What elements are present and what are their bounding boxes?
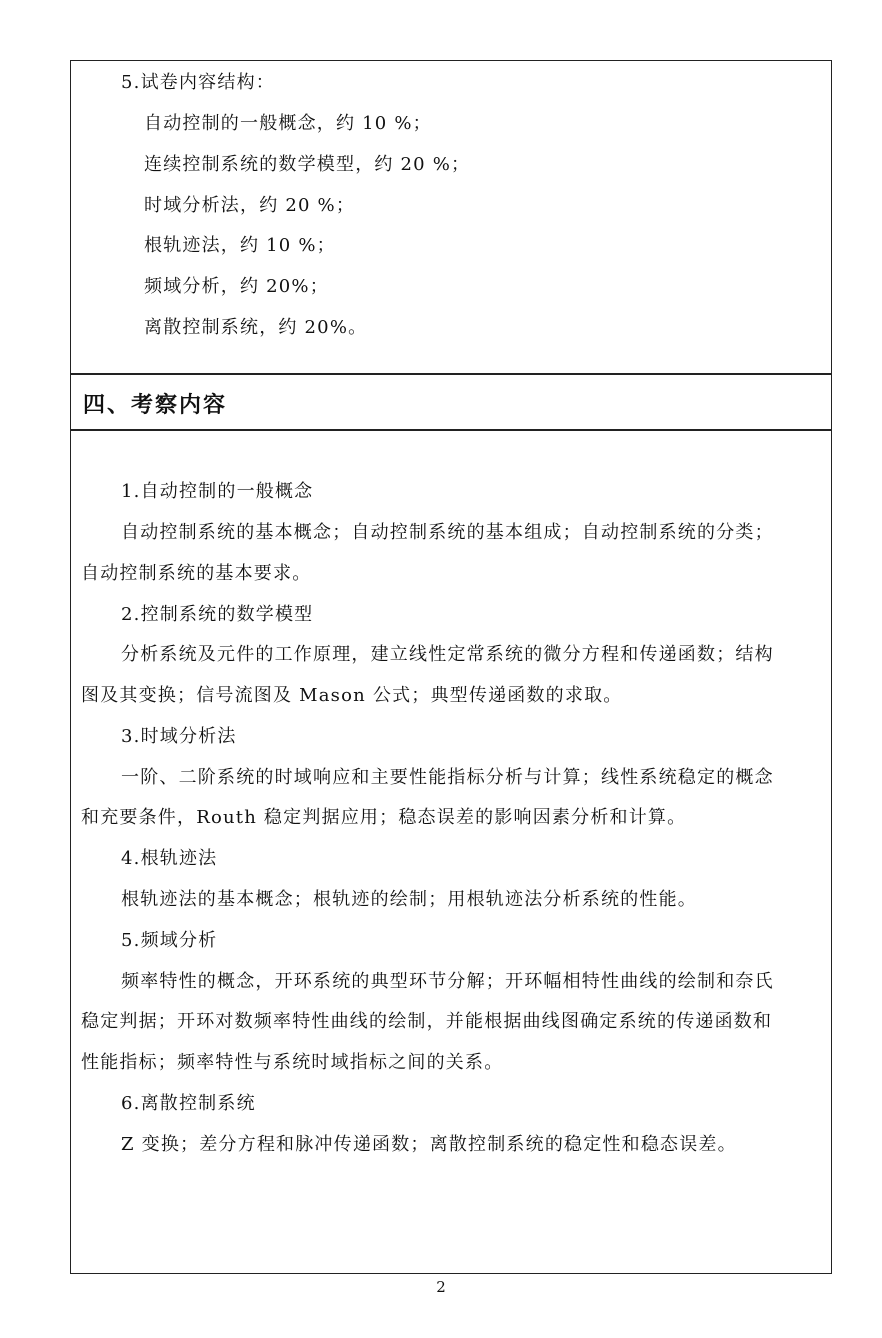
exam-content-cell [70,429,832,1274]
section-1-line-2: 自动控制系统的基本要求。 [81,563,312,584]
section-6-line-1: Z 变换；差分方程和脉冲传递函数；离散控制系统的稳定性和稳态误差。 [121,1134,737,1155]
structure-item-3: 时域分析法，约 20 %； [144,195,356,216]
section-3-title: 3.时域分析法 [121,726,237,747]
section-1-line-1: 自动控制系统的基本概念；自动控制系统的基本组成；自动控制系统的分类； [121,522,774,543]
section-5-line-3: 性能指标；频率特性与系统时域指标之间的关系。 [81,1052,504,1073]
structure-title: 5.试卷内容结构： [121,72,275,93]
structure-item-6: 离散控制系统，约 20%。 [144,317,368,338]
section-4-title: 4.根轨迹法 [121,848,218,869]
section-heading: 四、考察内容 [83,393,228,418]
page-number: 2 [436,1278,446,1296]
exam-structure-cell [70,60,832,375]
structure-item-5: 频域分析，约 20%； [144,276,329,297]
section-2-line-2: 图及其变换；信号流图及 Mason 公式；典型传递函数的求取。 [81,685,623,706]
section-3-line-2: 和充要条件，Routh 稳定判据应用；稳态误差的影响因素分析和计算。 [81,807,687,828]
section-3-line-1: 一阶、二阶系统的时域响应和主要性能指标分析与计算；线性系统稳定的概念 [121,767,774,788]
section-4-line-1: 根轨迹法的基本概念；根轨迹的绘制；用根轨迹法分析系统的性能。 [121,889,697,910]
section-5-line-2: 稳定判据；开环对数频率特性曲线的绘制，并能根据曲线图确定系统的传递函数和 [81,1011,773,1032]
section-heading-cell [70,373,832,431]
section-5-title: 5.频域分析 [121,930,218,951]
structure-item-4: 根轨迹法，约 10 %； [144,235,336,256]
structure-item-2: 连续控制系统的数学模型，约 20 %； [144,154,471,175]
section-6-title: 6.离散控制系统 [121,1093,256,1114]
section-1-title: 1.自动控制的一般概念 [121,481,314,502]
section-5-line-1: 频率特性的概念，开环系统的典型环节分解；开环幅相特性曲线的绘制和奈氏 [121,971,774,992]
structure-item-1: 自动控制的一般概念，约 10 %； [144,113,432,134]
section-2-line-1: 分析系统及元件的工作原理，建立线性定常系统的微分方程和传递函数；结构 [121,644,774,665]
section-2-title: 2.控制系统的数学模型 [121,604,314,625]
